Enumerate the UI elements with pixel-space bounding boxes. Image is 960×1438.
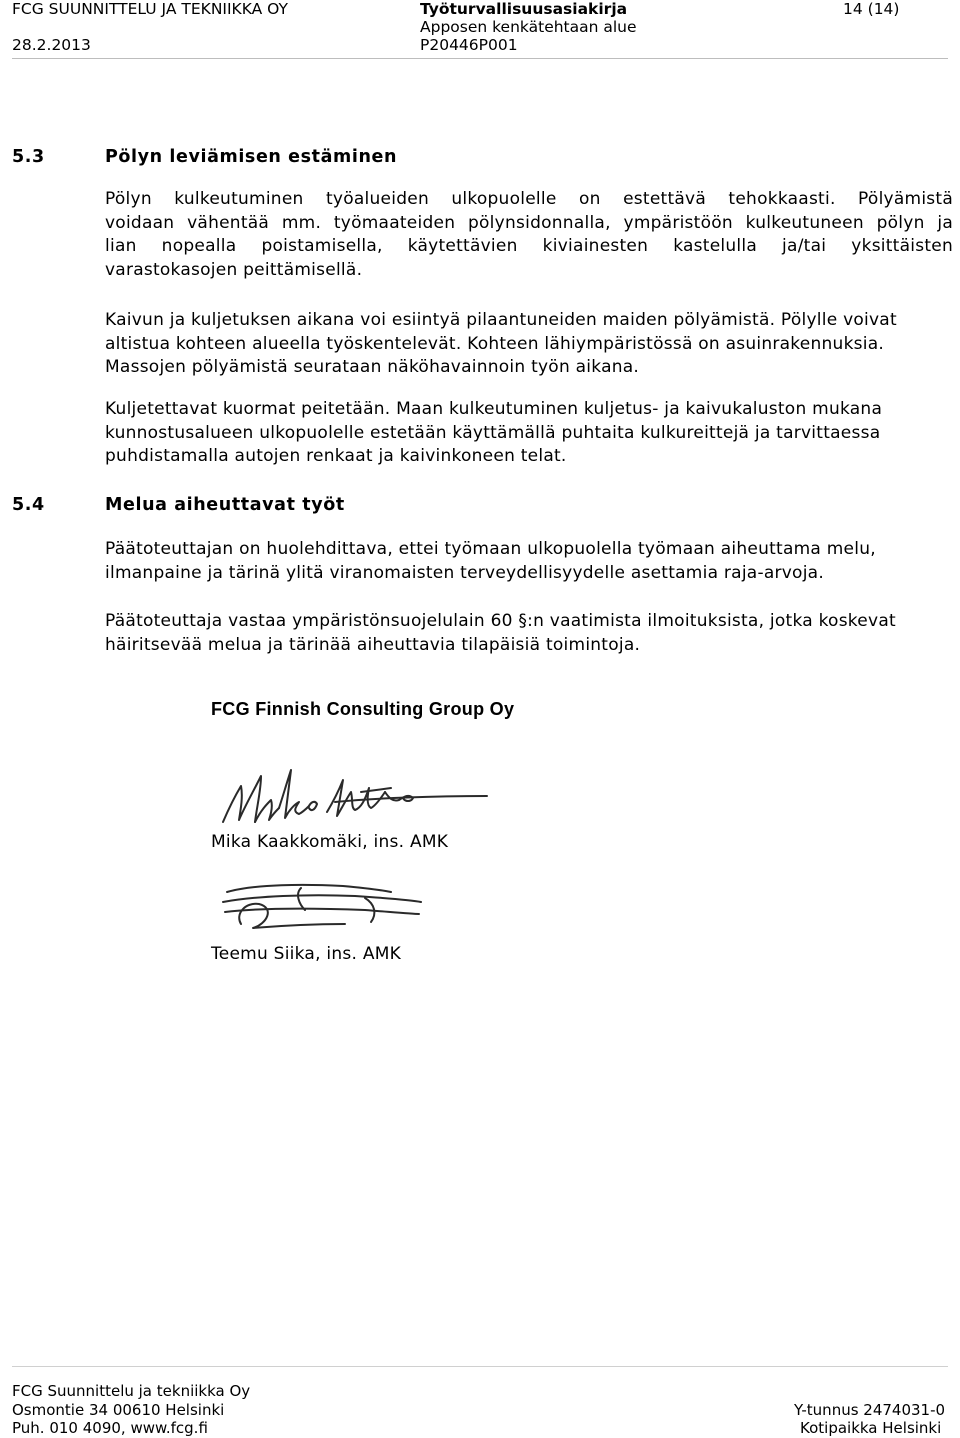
- text-line: lian nopealla poistamisella, käytettävien kiviainesten kastelulla ja/tai yksittäisten: [105, 236, 953, 256]
- section-5-3-title: Pölyn leviämisen estäminen: [105, 147, 398, 167]
- section-5-3-paragraph-2: [105, 309, 953, 380]
- text-line: Päätoteuttaja vastaa ympäristönsuojelulain 60 §:n vaatimista ilmoituksista, jotka koskevat: [105, 611, 896, 631]
- text-line: varastokasojen peittämisellä.: [105, 259, 363, 280]
- header-project-code: P20446P001: [420, 36, 518, 54]
- section-5-4-paragraph-1: [105, 538, 953, 585]
- header-page-number: 14 (14): [843, 0, 900, 18]
- footer-company: FCG Suunnittelu ja tekniikka Oy: [12, 1382, 251, 1400]
- header-company: FCG SUUNNITTELU JA TEKNIIKKA OY: [12, 0, 288, 18]
- text-line: puhdistamalla autojen renkaat ja kaivinkoneen telat.: [105, 446, 567, 466]
- section-5-3-paragraph-1: [105, 188, 953, 282]
- text-line: Päätoteuttajan on huolehdittava, ettei työmaan ulkopuolella työmaan aiheuttama melu,: [105, 539, 876, 559]
- text-line: kunnostusalueen ulkopuolelle estetään käyttämällä puhtaita kulkureittejä ja tarvittaessa: [105, 422, 881, 443]
- header-doc-subtitle: Apposen kenkätehtaan alue: [420, 18, 637, 36]
- text-line: Massojen pölyämistä seurataan näköhavainnoin työn aikana.: [105, 357, 640, 377]
- text-line: Kaivun ja kuljetuksen aikana voi esiintyä pilaantuneiden maiden pölyämistä. Pölylle voivat: [105, 310, 897, 330]
- footer-contact: Puh. 010 4090, www.fcg.fi: [12, 1419, 208, 1437]
- section-5-3-paragraph-3: [105, 398, 953, 469]
- section-5-3-number: 5.3: [12, 147, 45, 167]
- signer-1-name: Mika Kaakkomäki, ins. AMK: [211, 832, 449, 852]
- text-line: häiritsevää melua ja tärinää aiheuttavia tilapäisiä toimintoja.: [105, 634, 641, 655]
- footer-domicile: Kotipaikka Helsinki: [800, 1419, 942, 1437]
- text-line: Pölyn kulkeutuminen työalueiden ulkopuolelle on estettävä tehokkaasti. Pölyämistä: [105, 189, 953, 209]
- signature-1-handwriting: [215, 762, 495, 830]
- footer-address: Osmontie 34 00610 Helsinki: [12, 1401, 225, 1419]
- signature-company-name: FCG Finnish Consulting Group Oy: [211, 699, 515, 719]
- header-doc-title: Työturvallisuusasiakirja: [420, 0, 628, 18]
- text-line: ilmanpaine ja tärinä ylitä viranomaisten terveydellisyydelle asettamia raja-arvoja.: [105, 562, 825, 583]
- signer-2-name: Teemu Siika, ins. AMK: [211, 944, 402, 964]
- text-line: altistua kohteen alueella työskentelevät. Kohteen lähiympäristössä on asuinrakennuksia.: [105, 333, 885, 354]
- section-5-4-number: 5.4: [12, 495, 45, 515]
- text-line: voidaan vähentää mm. työmaateiden pölynsidonnalla, ympäristöön kulkeutuneen pölyn ja: [105, 212, 953, 233]
- header-date: 28.2.2013: [12, 36, 91, 54]
- signature-2-handwriting: [215, 880, 435, 938]
- header-divider: [12, 58, 948, 59]
- footer-divider: [12, 1366, 948, 1367]
- section-5-4-title: Melua aiheuttavat työt: [105, 495, 345, 515]
- footer-business-id: Y-tunnus 2474031-0: [794, 1401, 946, 1419]
- text-line: Kuljetettavat kuormat peitetään. Maan kulkeutuminen kuljetus- ja kaivukaluston mukana: [105, 399, 883, 419]
- section-5-4-paragraph-2: [105, 610, 953, 657]
